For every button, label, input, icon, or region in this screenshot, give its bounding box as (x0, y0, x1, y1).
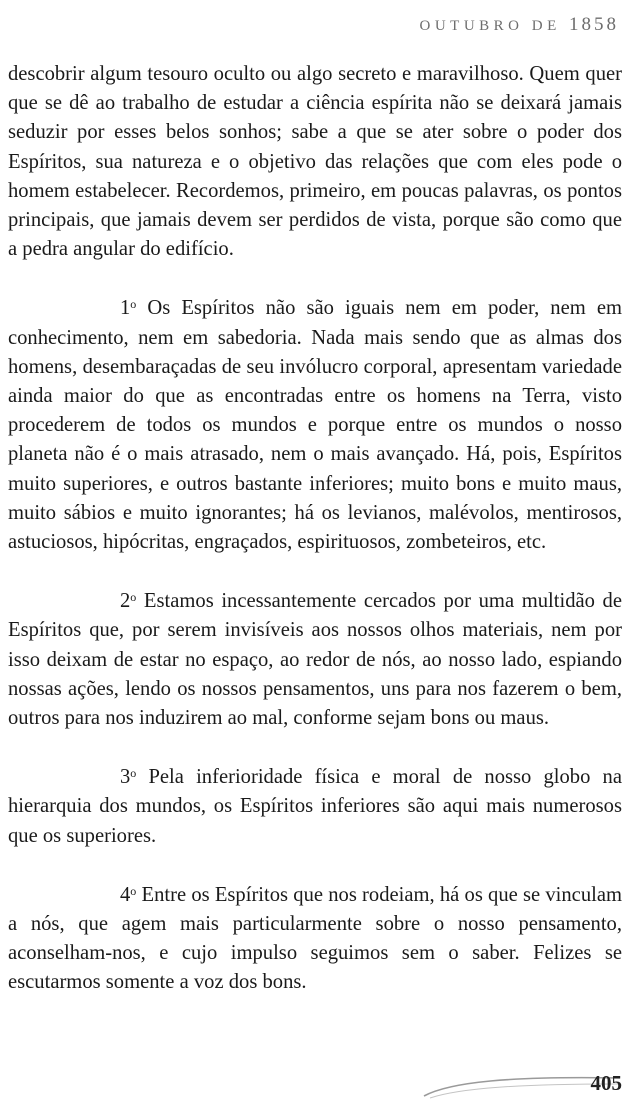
paragraph-text: Pela inferioridade física e moral de nosso globo na hierarquia dos mundos, os Espíritos inferiores são aqui mais numerosos que os superiores. (8, 766, 622, 847)
running-title: OUTUBRO DE (419, 18, 561, 34)
paragraph-text: Os Espíritos não são iguais nem em poder, nem em conhecimento, nem em sabedoria. Nada mais sendo que as almas dos homens, desembaraçadas de seu invólucro corporal, apresentam variedade ainda maior do que as encontradas entre os homens na Terra, visto procederem de todos os mundos e porque entre os mundos o nosso planeta não é o mais atrasado, nem o mais avançado. Há, pois, Espíritos muito superiores, e outros bastante inferiores; muito bons e muito maus, muito sábios e muito ignorantes; há os levianos, malévolos, mentirosos, astuciosos, hipócritas, engraçados, espirituosos, zombeteiros, etc. (8, 297, 622, 554)
running-year: 1858 (569, 14, 619, 35)
item-number: 4$^o$ (120, 883, 137, 906)
paragraph-item-2 (8, 587, 622, 733)
paragraph-continuation (8, 60, 622, 264)
item-number: 2$^o$ (120, 590, 137, 613)
paragraph-item-3 (8, 763, 622, 851)
ordinal-indicator: o (130, 590, 137, 605)
running-head (420, 14, 620, 36)
paragraph-text: Estamos incessantemente cercados por uma multidão de Espíritos que, por serem invisíveis aos nossos olhos materiais, nem por isso deixam de estar no espaço, ao redor de nós, ao nosso lado, espiando nossas ações, lendo os nossos pensamentos, uns para nos fazerem o bem, outros para nos induzirem ao mal, conforme sejam bons ou maus. (8, 590, 622, 730)
paragraph-item-4 (8, 881, 622, 998)
paragraph-text: descobrir algum tesouro oculto ou algo secreto e maravilhoso. Quem quer que se dê ao trabalho de estudar a ciência espírita não se deixará jamais seduzir por esses belos sonhos; sabe a que se ater sobre o poder dos Espíritos, sua natureza e o objetivo das relações que com eles pode o homem estabelecer. Recordemos, primeiro, em poucas palavras, os pontos principais, que jamais devem ser perdidos de vista, porque são como que a pedra angular do edifício. (8, 63, 622, 261)
item-number: 1$^o$ (120, 297, 137, 320)
page-number: 405 (590, 1071, 622, 1095)
paragraph-text: Entre os Espíritos que nos rodeiam, há os que se vinculam a nós, que agem mais particularmente sobre o nosso pensamento, aconselham-nos, e cujo impulso seguimos sem o saber. Felizes se escutarmos somente a voz dos bons. (8, 883, 622, 994)
ordinal-indicator: o (130, 766, 137, 781)
item-number: 3$^o$ (120, 766, 137, 789)
paragraph-item-1 (8, 294, 622, 557)
ordinal-indicator: o (130, 883, 137, 898)
ordinal-indicator: o (130, 297, 137, 312)
page-footer (420, 1068, 625, 1104)
body-text (8, 60, 622, 1028)
